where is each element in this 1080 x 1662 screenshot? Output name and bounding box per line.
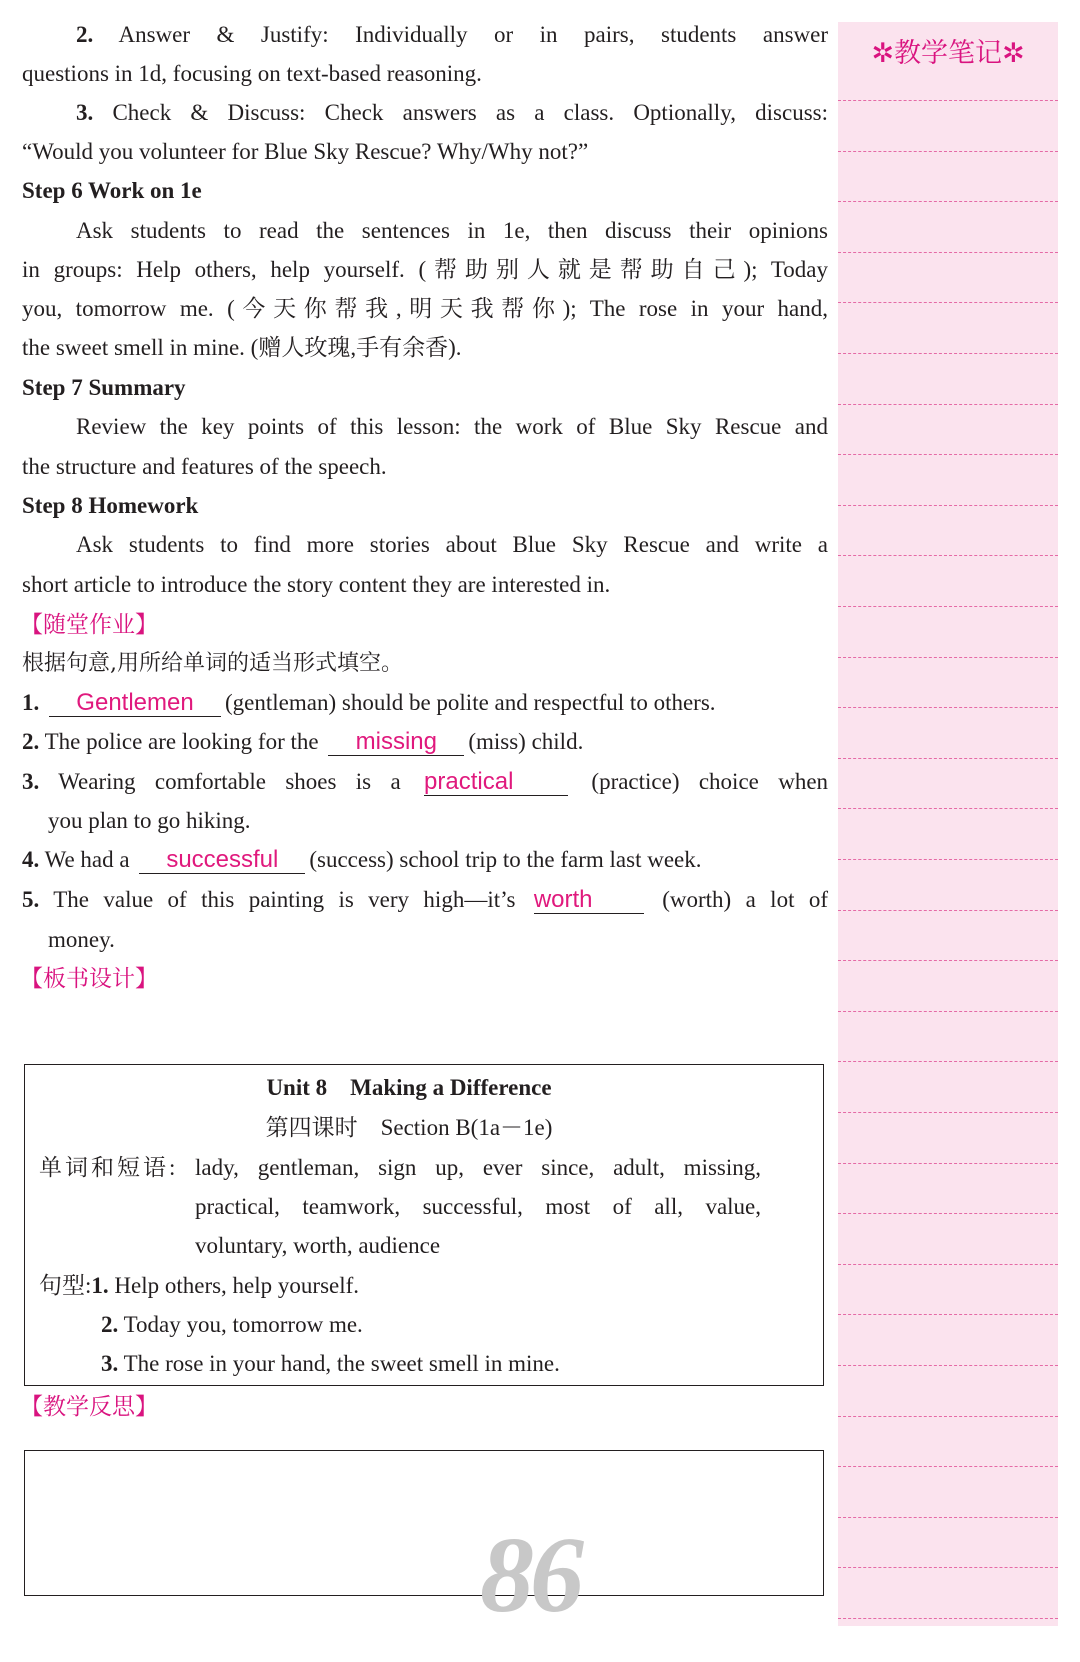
answer-blank: practical xyxy=(424,769,568,796)
item-number: 3. xyxy=(76,100,94,125)
item-text: The value of this painting is very high—it’s xyxy=(53,887,516,912)
notes-rule-line xyxy=(838,1213,1058,1214)
procedure-text: Check & Discuss: Check answers as a class. Optionally, discuss: xyxy=(112,100,828,125)
notes-rule-line xyxy=(838,758,1058,759)
board-design-box xyxy=(24,1064,824,1386)
paragraph-line: Ask students to find more stories about Blue Sky Rescue and write a xyxy=(76,532,828,557)
answer-blank: Gentlemen xyxy=(49,690,221,717)
notes-rule-line xyxy=(838,1061,1058,1062)
paragraph-line: the sweet smell in mine. (赠人玫瑰,手有余香). xyxy=(22,335,462,360)
notes-rule-line xyxy=(838,1466,1058,1467)
paragraph-line: Ask students to read the sentences in 1e, then discuss their opinions xyxy=(76,218,828,243)
notes-rule-line xyxy=(838,505,1058,506)
notes-rule-line xyxy=(838,1365,1058,1366)
paragraph-line: you, tomorrow me. (今天你帮我,明天我帮你); The rose in your hand, xyxy=(22,296,828,321)
item-text: Wearing comfortable shoes is a xyxy=(58,769,401,794)
step-heading: Step 8 Homework xyxy=(22,493,199,518)
item-number: 2. xyxy=(76,22,94,47)
item-number: 2. xyxy=(22,729,40,754)
sentence-item xyxy=(101,1349,560,1379)
teaching-notes-column xyxy=(838,22,1058,1626)
notes-rule-line xyxy=(838,657,1058,658)
item-number: 3. xyxy=(101,1351,119,1376)
item-continuation: you plan to go hiking. xyxy=(48,808,251,833)
notes-rule-line xyxy=(838,1618,1058,1619)
exercise-item xyxy=(22,727,583,757)
notes-rule-line xyxy=(838,404,1058,405)
paragraph-line: the structure and features of the speech. xyxy=(22,454,387,479)
notes-rule-line xyxy=(838,859,1058,860)
procedure-line: questions in 1d, focusing on text-based reasoning. xyxy=(22,61,482,86)
notes-rule-line xyxy=(838,1112,1058,1113)
vocab-line: lady, gentleman, sign up, ever since, adult, missing, xyxy=(195,1155,761,1180)
sentence-label-text: 句型: xyxy=(39,1273,92,1298)
sentence-pattern: Today you, tomorrow me. xyxy=(123,1312,363,1337)
exercise-item xyxy=(22,767,828,797)
item-text: We had a xyxy=(44,847,130,872)
notes-rule-line xyxy=(838,302,1058,303)
exercise-item xyxy=(22,845,702,875)
notes-rule-line xyxy=(838,1416,1058,1417)
notes-rule-line xyxy=(838,606,1058,607)
exercise-item xyxy=(22,885,828,915)
item-number: 1. xyxy=(22,690,40,715)
item-text: (miss) child. xyxy=(468,729,584,754)
notes-rule-line xyxy=(838,353,1058,354)
procedure-line xyxy=(76,20,828,50)
procedure-line: “Would you volunteer for Blue Sky Rescue? Why/Why not?” xyxy=(22,139,589,164)
notes-rule-line xyxy=(838,1567,1058,1568)
notes-rule-line xyxy=(838,201,1058,202)
section-heading-board: 【板书设计】 xyxy=(20,966,158,992)
step-heading: Step 7 Summary xyxy=(22,375,186,400)
sentence-pattern: The rose in your hand, the sweet smell in mine. xyxy=(123,1351,560,1376)
section-heading-reflection: 【教学反思】 xyxy=(20,1394,158,1420)
board-title: Unit 8 Making a Difference xyxy=(266,1075,552,1100)
item-number: 1. xyxy=(91,1273,109,1298)
item-number: 5. xyxy=(22,887,40,912)
notes-rule-line xyxy=(838,1314,1058,1315)
vocab-line: voluntary, worth, audience xyxy=(195,1233,441,1258)
item-number: 4. xyxy=(22,847,40,872)
sentence-pattern: Help others, help yourself. xyxy=(114,1273,360,1298)
vocab-line: practical, teamwork, successful, most of all, value, xyxy=(195,1194,761,1219)
board-subtitle: 第四课时 Section B(1a－1e) xyxy=(265,1115,553,1140)
notes-rule-line xyxy=(838,960,1058,961)
item-text: (gentleman) should be polite and respectful to others. xyxy=(225,690,716,715)
answer-blank: worth xyxy=(534,887,644,914)
section-heading-homework: 【随堂作业】 xyxy=(20,612,158,638)
exercise-item xyxy=(22,688,716,718)
notes-rule-line xyxy=(838,1264,1058,1265)
sentence-label xyxy=(39,1271,359,1301)
notes-rule-line xyxy=(838,555,1058,556)
notes-rule-line xyxy=(838,252,1058,253)
notes-rule-line xyxy=(838,1163,1058,1164)
notes-rule-line xyxy=(838,1011,1058,1012)
vocab-label: 单词和短语: xyxy=(39,1155,179,1180)
reflection-box xyxy=(24,1450,824,1596)
sentence-item xyxy=(101,1310,363,1340)
notes-rule-line xyxy=(838,707,1058,708)
step-heading: Step 6 Work on 1e xyxy=(22,178,202,203)
procedure-text: Answer & Justify: Individually or in pairs, students answer xyxy=(118,22,829,47)
paragraph-line: Review the key points of this lesson: the work of Blue Sky Rescue and xyxy=(76,414,828,439)
paragraph-line: short article to introduce the story content they are interested in. xyxy=(22,572,611,597)
notes-rule-line xyxy=(838,454,1058,455)
notes-title: ✲教学笔记✲ xyxy=(871,38,1025,69)
item-number: 2. xyxy=(101,1312,119,1337)
homework-instruction: 根据句意,用所给单词的适当形式填空。 xyxy=(22,651,403,676)
notes-rule-line xyxy=(838,808,1058,809)
answer-blank: successful xyxy=(139,847,305,874)
notes-rule-line xyxy=(838,1517,1058,1518)
answer-blank: missing xyxy=(328,729,464,756)
notes-rule-line xyxy=(838,910,1058,911)
item-text: The police are looking for the xyxy=(44,729,319,754)
item-number: 3. xyxy=(22,769,40,794)
page-number: 86 xyxy=(480,1516,580,1635)
item-text: (success) school trip to the farm last week. xyxy=(309,847,702,872)
item-text: (practice) choice when xyxy=(591,769,829,794)
notes-rule-line xyxy=(838,151,1058,152)
item-continuation: money. xyxy=(48,927,115,952)
item-text: (worth) a lot of xyxy=(662,887,829,912)
notes-rule-line xyxy=(838,100,1058,101)
paragraph-line: in groups: Help others, help yourself. (帮助别人就是帮助自己); Today xyxy=(22,257,828,282)
procedure-line xyxy=(76,98,828,128)
